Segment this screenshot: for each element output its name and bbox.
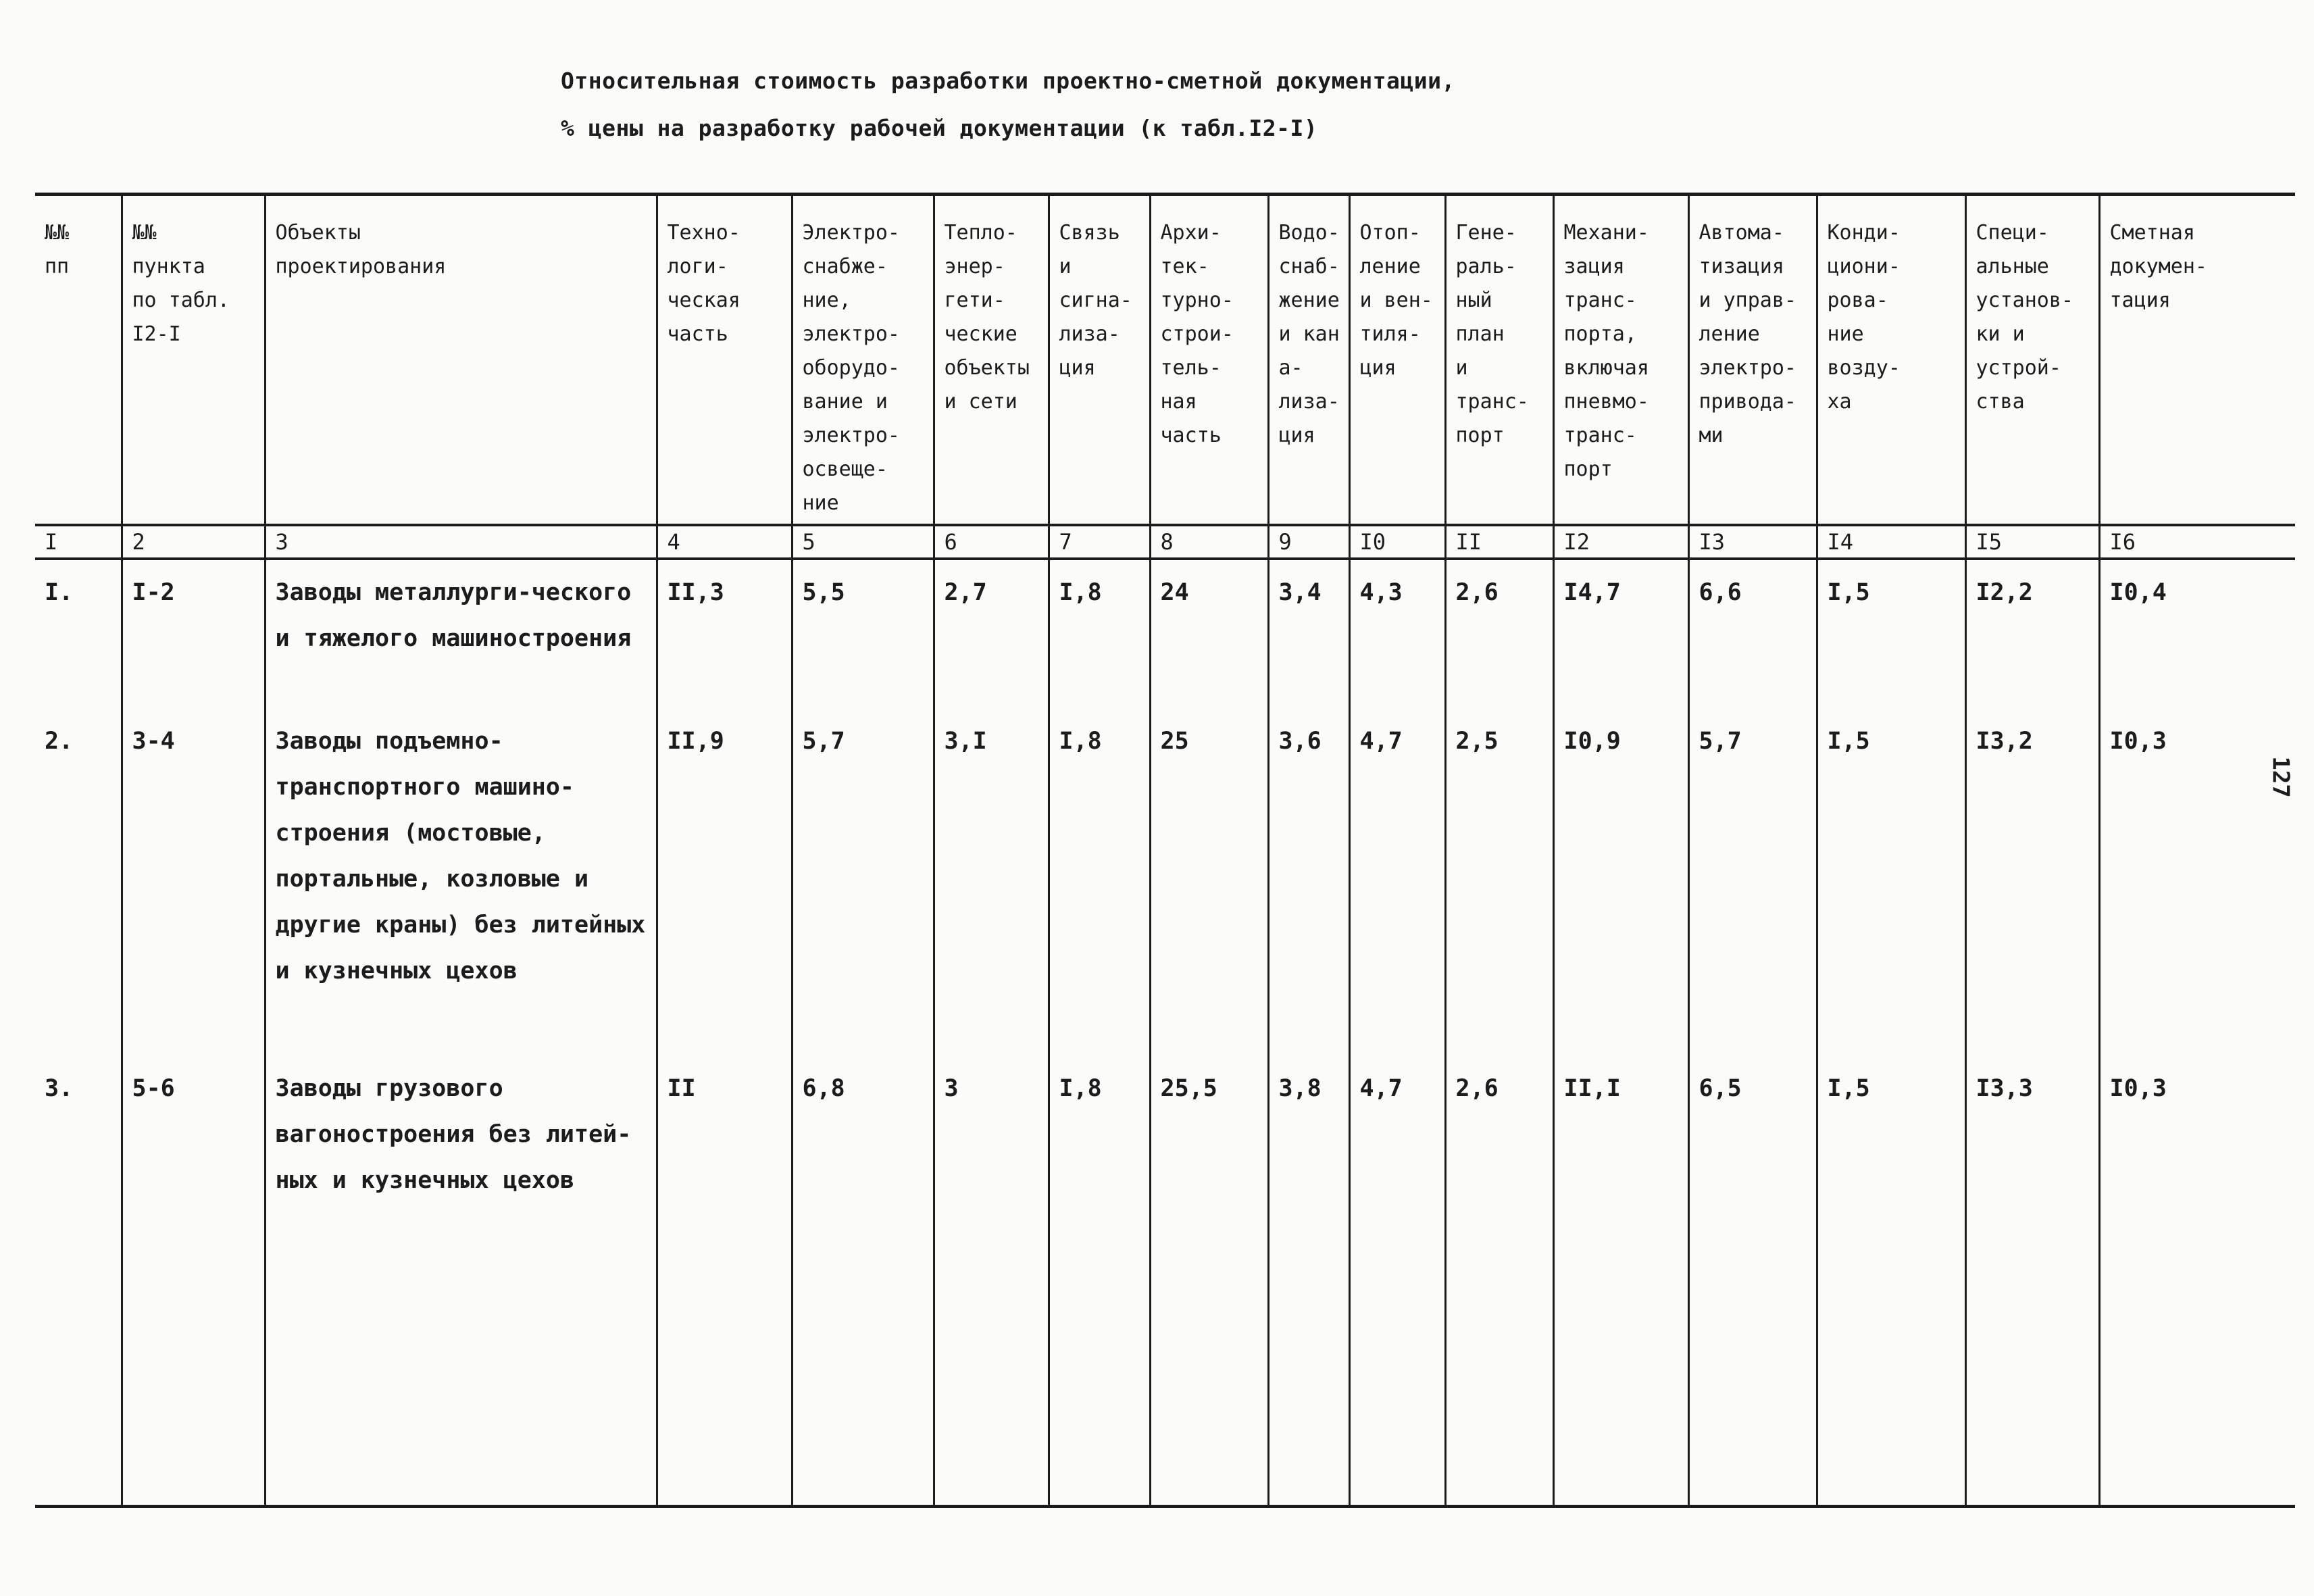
- document-title-line1: Относительная стоимость разработки проектно-сметной документации,: [561, 68, 1455, 94]
- cell-value: I,8: [1049, 709, 1150, 1056]
- row-index: 3.: [35, 1056, 122, 1507]
- cell-value: I0,4: [2099, 559, 2295, 709]
- col-header-electric: Электро- снабже- ние, электро- оборудо- вание и электро- освеще- ние: [792, 195, 934, 526]
- cell-value: 5,7: [1688, 709, 1817, 1056]
- col-header-special: Специ- альные установ- ки и устрой- ства: [1965, 195, 2099, 526]
- row-object: Заводы подъемно-транспортного машино-строения (мостовые, портальные, козловые и другие краны) без литейных и кузнечных цехов: [265, 709, 657, 1056]
- cell-value: I,8: [1049, 1056, 1150, 1507]
- cell-value: II: [657, 1056, 792, 1507]
- cell-value: I3,2: [1965, 709, 2099, 1056]
- col-header-heat: Теплo- энер- гети- ческие объекты и сети: [934, 195, 1049, 526]
- cell-value: 3,I: [934, 709, 1049, 1056]
- column-number: 2: [122, 525, 265, 559]
- cell-value: II,3: [657, 559, 792, 709]
- table-row: [35, 1056, 2295, 1507]
- cell-value: 24: [1150, 559, 1268, 709]
- col-header-heating: Отоп- ление и вен- тиля- ция: [1349, 195, 1445, 526]
- cell-value: 25: [1150, 709, 1268, 1056]
- cell-value: 2,6: [1445, 559, 1553, 709]
- column-number: I3: [1688, 525, 1817, 559]
- col-header-water: Водо- снаб- жение и кана- лиза- ция: [1268, 195, 1349, 526]
- cell-value: I,5: [1817, 1056, 1965, 1507]
- col-header-technology: Техно- логи- ческая часть: [657, 195, 792, 526]
- cell-value: I,5: [1817, 559, 1965, 709]
- column-number: I4: [1817, 525, 1965, 559]
- col-header-automation: Автома- тизация и управ- ление электро- приводa- ми: [1688, 195, 1817, 526]
- col-header-item: №№ пункта по табл. I2-I: [122, 195, 265, 526]
- cell-value: 3,4: [1268, 559, 1349, 709]
- col-header-objects: Объекты проектирования: [265, 195, 657, 526]
- column-number: I0: [1349, 525, 1445, 559]
- cell-value: 2,7: [934, 559, 1049, 709]
- column-number: I: [35, 525, 122, 559]
- column-number: I6: [2099, 525, 2295, 559]
- cell-value: 6,8: [792, 1056, 934, 1507]
- cell-value: I0,9: [1553, 709, 1688, 1056]
- cell-value: 6,6: [1688, 559, 1817, 709]
- row-index: I.: [35, 559, 122, 709]
- cell-value: 5,5: [792, 559, 934, 709]
- col-header-index: №№ пп: [35, 195, 122, 526]
- column-number: 6: [934, 525, 1049, 559]
- cell-value: 2,5: [1445, 709, 1553, 1056]
- cell-value: I0,3: [2099, 709, 2295, 1056]
- cell-value: 3,6: [1268, 709, 1349, 1056]
- cell-value: 4,7: [1349, 1056, 1445, 1507]
- cell-value: I3,3: [1965, 1056, 2099, 1507]
- row-item-ref: 3-4: [122, 709, 265, 1056]
- column-number: 4: [657, 525, 792, 559]
- cell-value: 6,5: [1688, 1056, 1817, 1507]
- page-number: 127: [2267, 756, 2294, 798]
- column-number: 8: [1150, 525, 1268, 559]
- col-header-general-plan: Гене- раль- ный план и транс- порт: [1445, 195, 1553, 526]
- column-number-row: [35, 525, 2295, 559]
- cell-value: I2,2: [1965, 559, 2099, 709]
- column-number: 5: [792, 525, 934, 559]
- table-row: [35, 709, 2295, 1056]
- cell-value: 4,3: [1349, 559, 1445, 709]
- cell-value: 4,7: [1349, 709, 1445, 1056]
- column-number: 3: [265, 525, 657, 559]
- cell-value: 2,6: [1445, 1056, 1553, 1507]
- row-object: Заводы грузового вагоностроения без литей-ных и кузнечных цехов: [265, 1056, 657, 1507]
- cell-value: I0,3: [2099, 1056, 2295, 1507]
- cell-value: I,8: [1049, 559, 1150, 709]
- col-header-mechanization: Механи- зация транс- порта, включая пневмо- транс- порт: [1553, 195, 1688, 526]
- cost-table: [35, 193, 2295, 1508]
- col-header-communication: Связь и сигна- лиза- ция: [1049, 195, 1150, 526]
- header-row: [35, 195, 2295, 526]
- col-header-conditioning: Конди- циони- рова- ние возду- ха: [1817, 195, 1965, 526]
- row-item-ref: 5-6: [122, 1056, 265, 1507]
- cell-value: 3,8: [1268, 1056, 1349, 1507]
- cell-value: 5,7: [792, 709, 934, 1056]
- document-title-line2: % цены на разработку рабочей документации (к табл.I2-I): [561, 115, 1318, 141]
- cell-value: I4,7: [1553, 559, 1688, 709]
- cell-value: II,I: [1553, 1056, 1688, 1507]
- column-number: II: [1445, 525, 1553, 559]
- table-row: [35, 559, 2295, 709]
- column-number: 7: [1049, 525, 1150, 559]
- row-object: Заводы металлурги-ческого и тяжелого машиностроения: [265, 559, 657, 709]
- column-number: I5: [1965, 525, 2099, 559]
- column-number: I2: [1553, 525, 1688, 559]
- row-item-ref: I-2: [122, 559, 265, 709]
- cell-value: I,5: [1817, 709, 1965, 1056]
- col-header-estimates: Сметная докумен- тация: [2099, 195, 2295, 526]
- cell-value: II,9: [657, 709, 792, 1056]
- col-header-architecture: Архи- тек- турно- строи- тель- ная часть: [1150, 195, 1268, 526]
- cell-value: 3: [934, 1056, 1049, 1507]
- row-index: 2.: [35, 709, 122, 1056]
- cell-value: 25,5: [1150, 1056, 1268, 1507]
- column-number: 9: [1268, 525, 1349, 559]
